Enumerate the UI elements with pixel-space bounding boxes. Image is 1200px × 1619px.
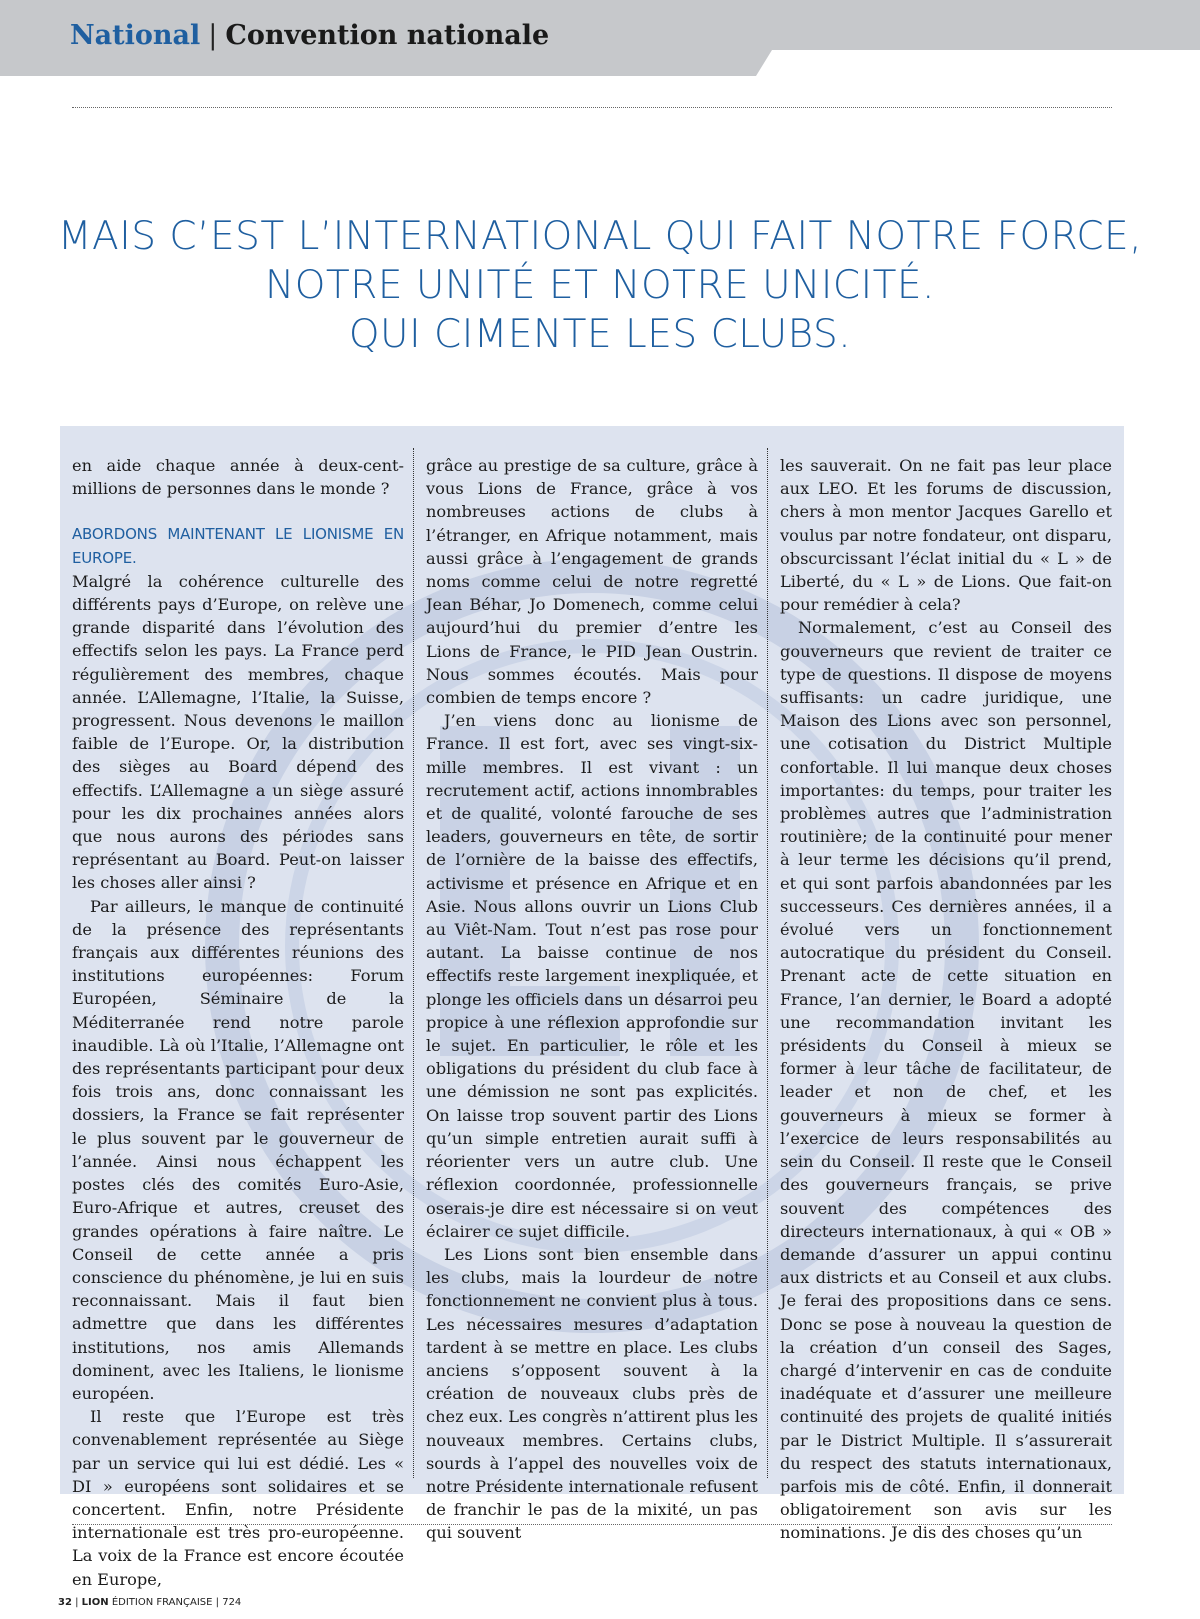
paragraph: en aide chaque année à deux-cent-millions de personnes dans le monde ? [72, 456, 404, 499]
page-footer [58, 1597, 241, 1608]
pull-quote-line: QUI CIMENTE LES CLUBS. [348, 312, 852, 357]
section-subheading: ABORDONS MAINTENANT LE LIONISME EN EUROPE. [72, 525, 404, 567]
paragraph: Par ailleurs, le manque de continuité de la présence des représentants français aux différentes réunions des institutions européennes: Forum Européen, Séminaire de la Méditerranée rend notre parole inaudible. Là où l’Italie, l’Allemagne ont des représentants participant pour deux fois trois ans, donc connaissant les dossiers, la France se fait représenter le plus souvent par le gouverneur de l’année. Ainsi nous échappent les postes clés des comités Euro-Asie, Euro-Afrique et autres, creuset des grandes opérations à faire naître. Le Conseil de cette année a pris conscience du phénomène, je lui en suis reconnaissant. Mais il faut bien admettre que dans les différentes institutions, nos amis Allemands dominent, avec les Italiens, le lionisme européen. [72, 896, 404, 1403]
edition-label: ÉDITION FRANÇAISE [111, 1597, 213, 1608]
paragraph: Les Lions sont bien ensemble dans les clubs, mais la lourdeur de notre fonctionnement ne convient plus à tous. Les nécessaires mesures d’adaptation tardent à se mettre en place. Les clubs anciens s’opposent souvent à la création de nouveaux clubs près de chez eux. Les congrès n’attirent plus les nouveaux membres. Certains clubs, sourds à l’appel des nouvelles voix de notre Présidente internationale refusent de franchir le pas de la mixité, un pas qui souvent [426, 1244, 758, 1543]
bottom-dotted-rule [72, 1524, 1112, 1525]
paragraph: grâce au prestige de sa culture, grâce à vous Lions de France, grâce à vos nombreuses actions de clubs à l’étranger, en Afrique notamment, mais aussi grâce à l’engagement de grands noms comme celui de notre regretté Jean Béhar, Jo Domenech, comme celui aujourd’hui du premier d’entre les Lions de France, le PID Jean Oustrin. Nous sommes écoutés. Mais pour combien de temps encore ? [426, 456, 758, 708]
running-header [70, 20, 549, 51]
issue-number: 724 [222, 1597, 242, 1608]
article-column-2 [426, 454, 758, 1545]
footer-separator: | [75, 1597, 79, 1608]
pull-quote [40, 212, 1160, 359]
pull-quote-line: MAIS C’EST L’INTERNATIONAL QUI FAIT NOTRE FORCE, [57, 214, 1143, 259]
page-number: 32 [58, 1597, 72, 1608]
paragraph: Il reste que l’Europe est très convenablement représentée au Siège par un service qui lui est dédié. Les « DI » européens sont solidaires et se concertent. Enfin, notre Présidente internationale est très pro-européenne. La voix de la France est encore écoutée en Europe, [72, 1407, 404, 1589]
column-divider [767, 448, 768, 1478]
paragraph: Malgré la cohérence culturelle des différents pays d’Europe, on relève une grande disparité dans l’évolution des effectifs selon les pays. La France perd régulièrement des membres, chaque année. L’Allemagne, l’Italie, la Suisse, progressent. Nous devenons le maillon faible de l’Europe. Or, la distribution des sièges au Board dépend des effectifs. L’Allemagne a un siège assuré pour les dix prochaines années alors que nous aurons des périodes sans représentant au Board. Peut-on laisser les choses aller ainsi ? [72, 571, 404, 893]
header-topic: Convention nationale [225, 20, 550, 51]
article-column-3 [780, 454, 1112, 1545]
header-separator: | [208, 20, 218, 51]
column-divider [413, 448, 414, 1478]
article-column-1 [72, 454, 404, 1591]
header-section: National [70, 20, 201, 51]
pull-quote-line: NOTRE UNITÉ ET NOTRE UNICITÉ. [265, 263, 935, 308]
top-dotted-rule [72, 107, 1112, 108]
paragraph: J’en viens donc au lionisme de France. Il est fort, avec ses vingt-six-mille membres. Il est vivant : un recrutement actif, actions innombrables et de qualité, volonté farouche de ses leaders, gouverneurs en tête, de sortir de l’ornière de la baisse des effectifs, activisme et présence en Afrique et en Asie. Nous allons ouvrir un Lions Club au Viêt-Nam. Tout n’est pas rose pour autant. La baisse continue de nos effectifs reste largement inexpliquée, et plonge les officiels dans un désarroi peu propice à une réflexion approfondie sur le sujet. En particulier, le rôle et les obligations du président du club face à une démission ne sont pas explicités. On laisse trop souvent partir des Lions qu’un simple entretien aurait suffi à réorienter vers un autre club. Une réflexion coordonnée, professionnelle oserais-je dire est nécessaire si on veut éclairer ce sujet difficile. [426, 711, 758, 1241]
paragraph: les sauverait. On ne fait pas leur place aux LEO. Et les forums de discussion, chers à mon mentor Jacques Garello et voulus par notre fondateur, ont disparu, obscurcissant l’éclat initial du « L » de Liberté, du « L » de Lions. Que fait-on pour remédier à cela? [780, 456, 1112, 615]
magazine-name: LION [81, 1597, 109, 1608]
paragraph: Normalement, c’est au Conseil des gouverneurs que revient de traiter ce type de questions. Il dispose de moyens suffisants: un cadre juridique, une Maison des Lions avec son personnel, une cotisation du District Multiple confortable. Il lui manque deux choses importantes: du temps, pour traiter les problèmes autres que l’administration routinière; de la continuité pour mener à leur terme les décisions qu’il prend, et qui sont parfois abandonnées par les successeurs. Ces dernières années, il a évolué vers un fonctionnement autocratique du président du Conseil. Prenant acte de cette situation en France, l’an dernier, le Board a adopté une recommandation invitant les présidents du Conseil à mieux se former à leur tâche de facilitateur, de leader et non de chef, et les gouverneurs à mieux se former à l’exercice de leurs responsabilités au sein du Conseil. Il reste que le Conseil des gouverneurs français, se prive souvent des compétences des directeurs internationaux, à qui « OB » demande d’assurer un appui continu aux districts et au Conseil et aux clubs. Je ferai des propositions dans ce sens. Donc se pose à nouveau la question de la création d’un conseil des Sages, chargé d’intervenir en cas de conduite inadéquate et d’assurer une meilleure continuité des projets de qualité initiés par le District Multiple. Il s’assurerait du respect des statuts internationaux, parfois mis de côté. Enfin, il donnerait obligatoirement son avis sur les nominations. Je dis des choses qu’un [780, 618, 1112, 1543]
footer-separator: | [215, 1597, 220, 1608]
